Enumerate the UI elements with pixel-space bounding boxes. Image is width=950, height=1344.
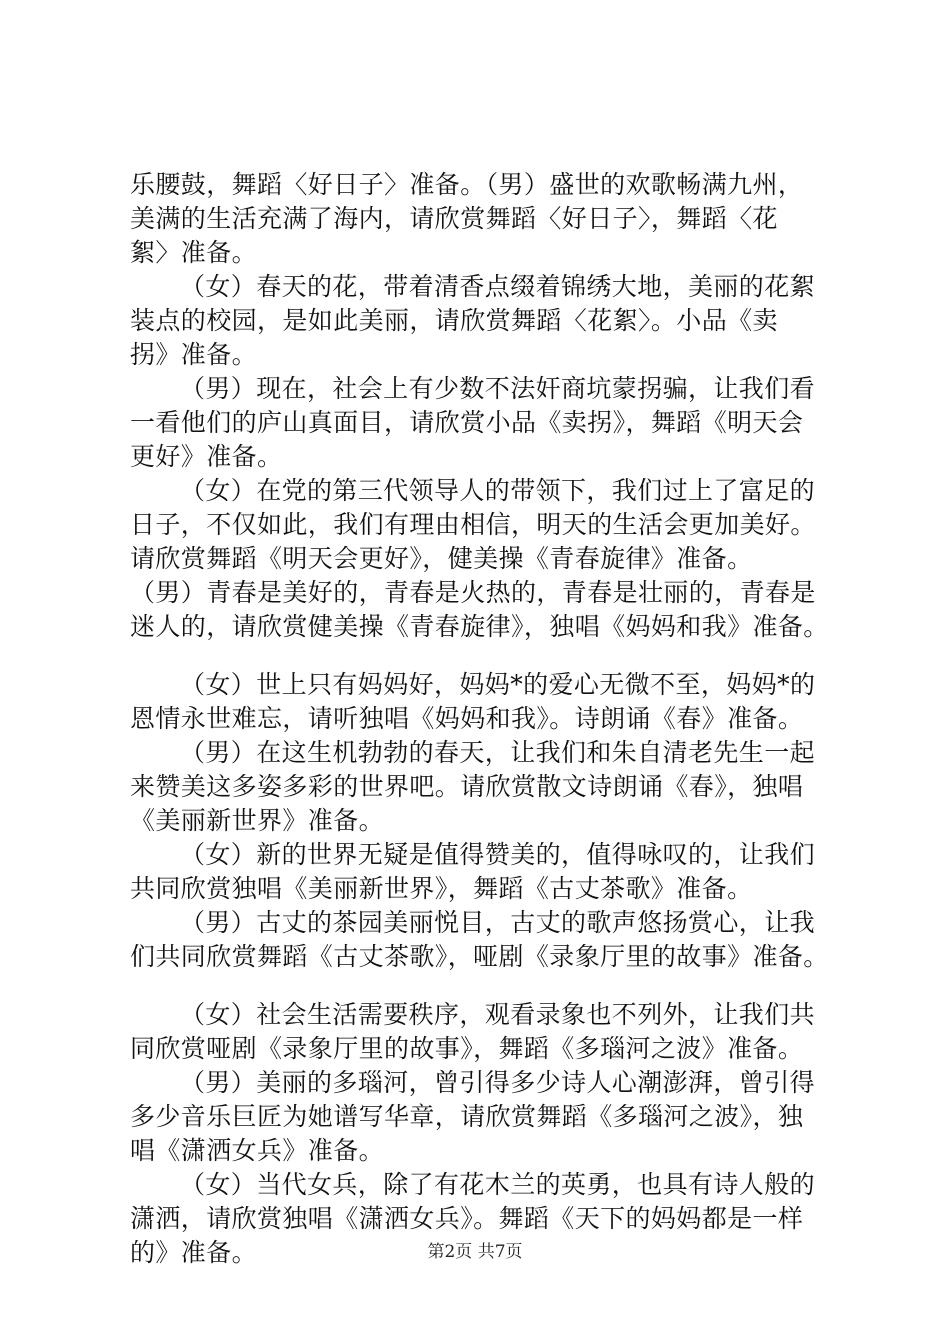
text-line: （男）美丽的多瑙河，曾引得多少诗人心潮澎湃，曾引得 [180, 1068, 816, 1097]
paragraph-gap [130, 974, 850, 998]
text-line: 迷人的，请欣赏健美操《青春旋律》，独唱《妈妈和我》准备。 [130, 612, 829, 641]
text-line: 来赞美这多姿多彩的世界吧。请欣赏散文诗朗诵《春》，独唱 [130, 772, 804, 801]
paragraph-gap [130, 644, 850, 668]
text-line: （女）当代女兵，除了有花木兰的英勇，也具有诗人般的 [180, 1170, 816, 1199]
text-line: （女）世上只有妈妈好，妈妈*的爱心无微不至，妈妈*的 [180, 670, 816, 699]
text-line: 拐》准备。 [130, 340, 258, 369]
text-line: （男）现在，社会上有少数不法奸商坑蒙拐骗，让我们看 [180, 374, 816, 403]
text-line: 更好》准备。 [130, 442, 283, 471]
text-line: 共同欣赏独唱《美丽新世界》，舞蹈《古丈茶歌》准备。 [130, 874, 753, 903]
text-line: 多少音乐巨匠为她谱写华章，请欣赏舞蹈《多瑙河之波》，独 [130, 1102, 804, 1131]
text-line: 同欣赏哑剧《录象厅里的故事》，舞蹈《多瑙河之波》准备。 [130, 1034, 804, 1063]
text-line: 请欣赏舞蹈《明天会更好》，健美操《青春旋律》准备。 [130, 544, 753, 573]
text-line: （男）在这生机勃勃的春天，让我们和朱自清老先生一起 [180, 738, 816, 767]
text-line: 恩情永世难忘，请听独唱《妈妈和我》。诗朗诵《春》准备。 [130, 704, 804, 733]
text-line: （男）古丈的茶园美丽悦目，古丈的歌声悠扬赏心，让我 [180, 908, 816, 937]
text-line: 一看他们的庐山真面目，请欣赏小品《卖拐》，舞蹈《明天会 [130, 408, 804, 437]
text-line: 日子，不仅如此，我们有理由相信，明天的生活会更加美好。 [130, 510, 816, 539]
text-line: （女）春天的花，带着清香点缀着锦绣大地，美丽的花絮 [180, 272, 816, 301]
text-line: （女）新的世界无疑是值得赞美的，值得咏叹的，让我们 [180, 840, 816, 869]
text-line: 乐腰鼓，舞蹈〈好日子〉准备。（男）盛世的欢歌畅满九州， [130, 170, 804, 199]
text-line: （女）在党的第三代领导人的带领下，我们过上了富足的 [180, 476, 816, 505]
document-body [130, 168, 850, 1270]
text-line: 们共同欣赏舞蹈《古丈茶歌》，哑剧《录象厅里的故事》准备。 [130, 942, 829, 971]
text-line: 絮〉准备。 [130, 238, 258, 267]
text-line: （男）青春是美好的，青春是火热的，青春是壮丽的，青春是 [130, 578, 816, 607]
text-line: 的》准备。 [130, 1238, 258, 1267]
text-line: 潇洒，请欣赏独唱《潇洒女兵》。舞蹈《天下的妈妈都是一样 [130, 1204, 804, 1233]
page-number-footer: 第2页 共7页 [427, 1242, 523, 1262]
text-line: 唱《潇洒女兵》准备。 [130, 1136, 385, 1165]
text-line: 《美丽新世界》准备。 [130, 806, 385, 835]
text-line: （女）社会生活需要秩序，观看录象也不列外，让我们共 [180, 1000, 816, 1029]
text-line: 美满的生活充满了海内，请欣赏舞蹈〈好日子〉，舞蹈〈花 [130, 204, 778, 233]
text-line: 装点的校园，是如此美丽，请欣赏舞蹈〈花絮〉。小品《卖 [130, 306, 778, 335]
